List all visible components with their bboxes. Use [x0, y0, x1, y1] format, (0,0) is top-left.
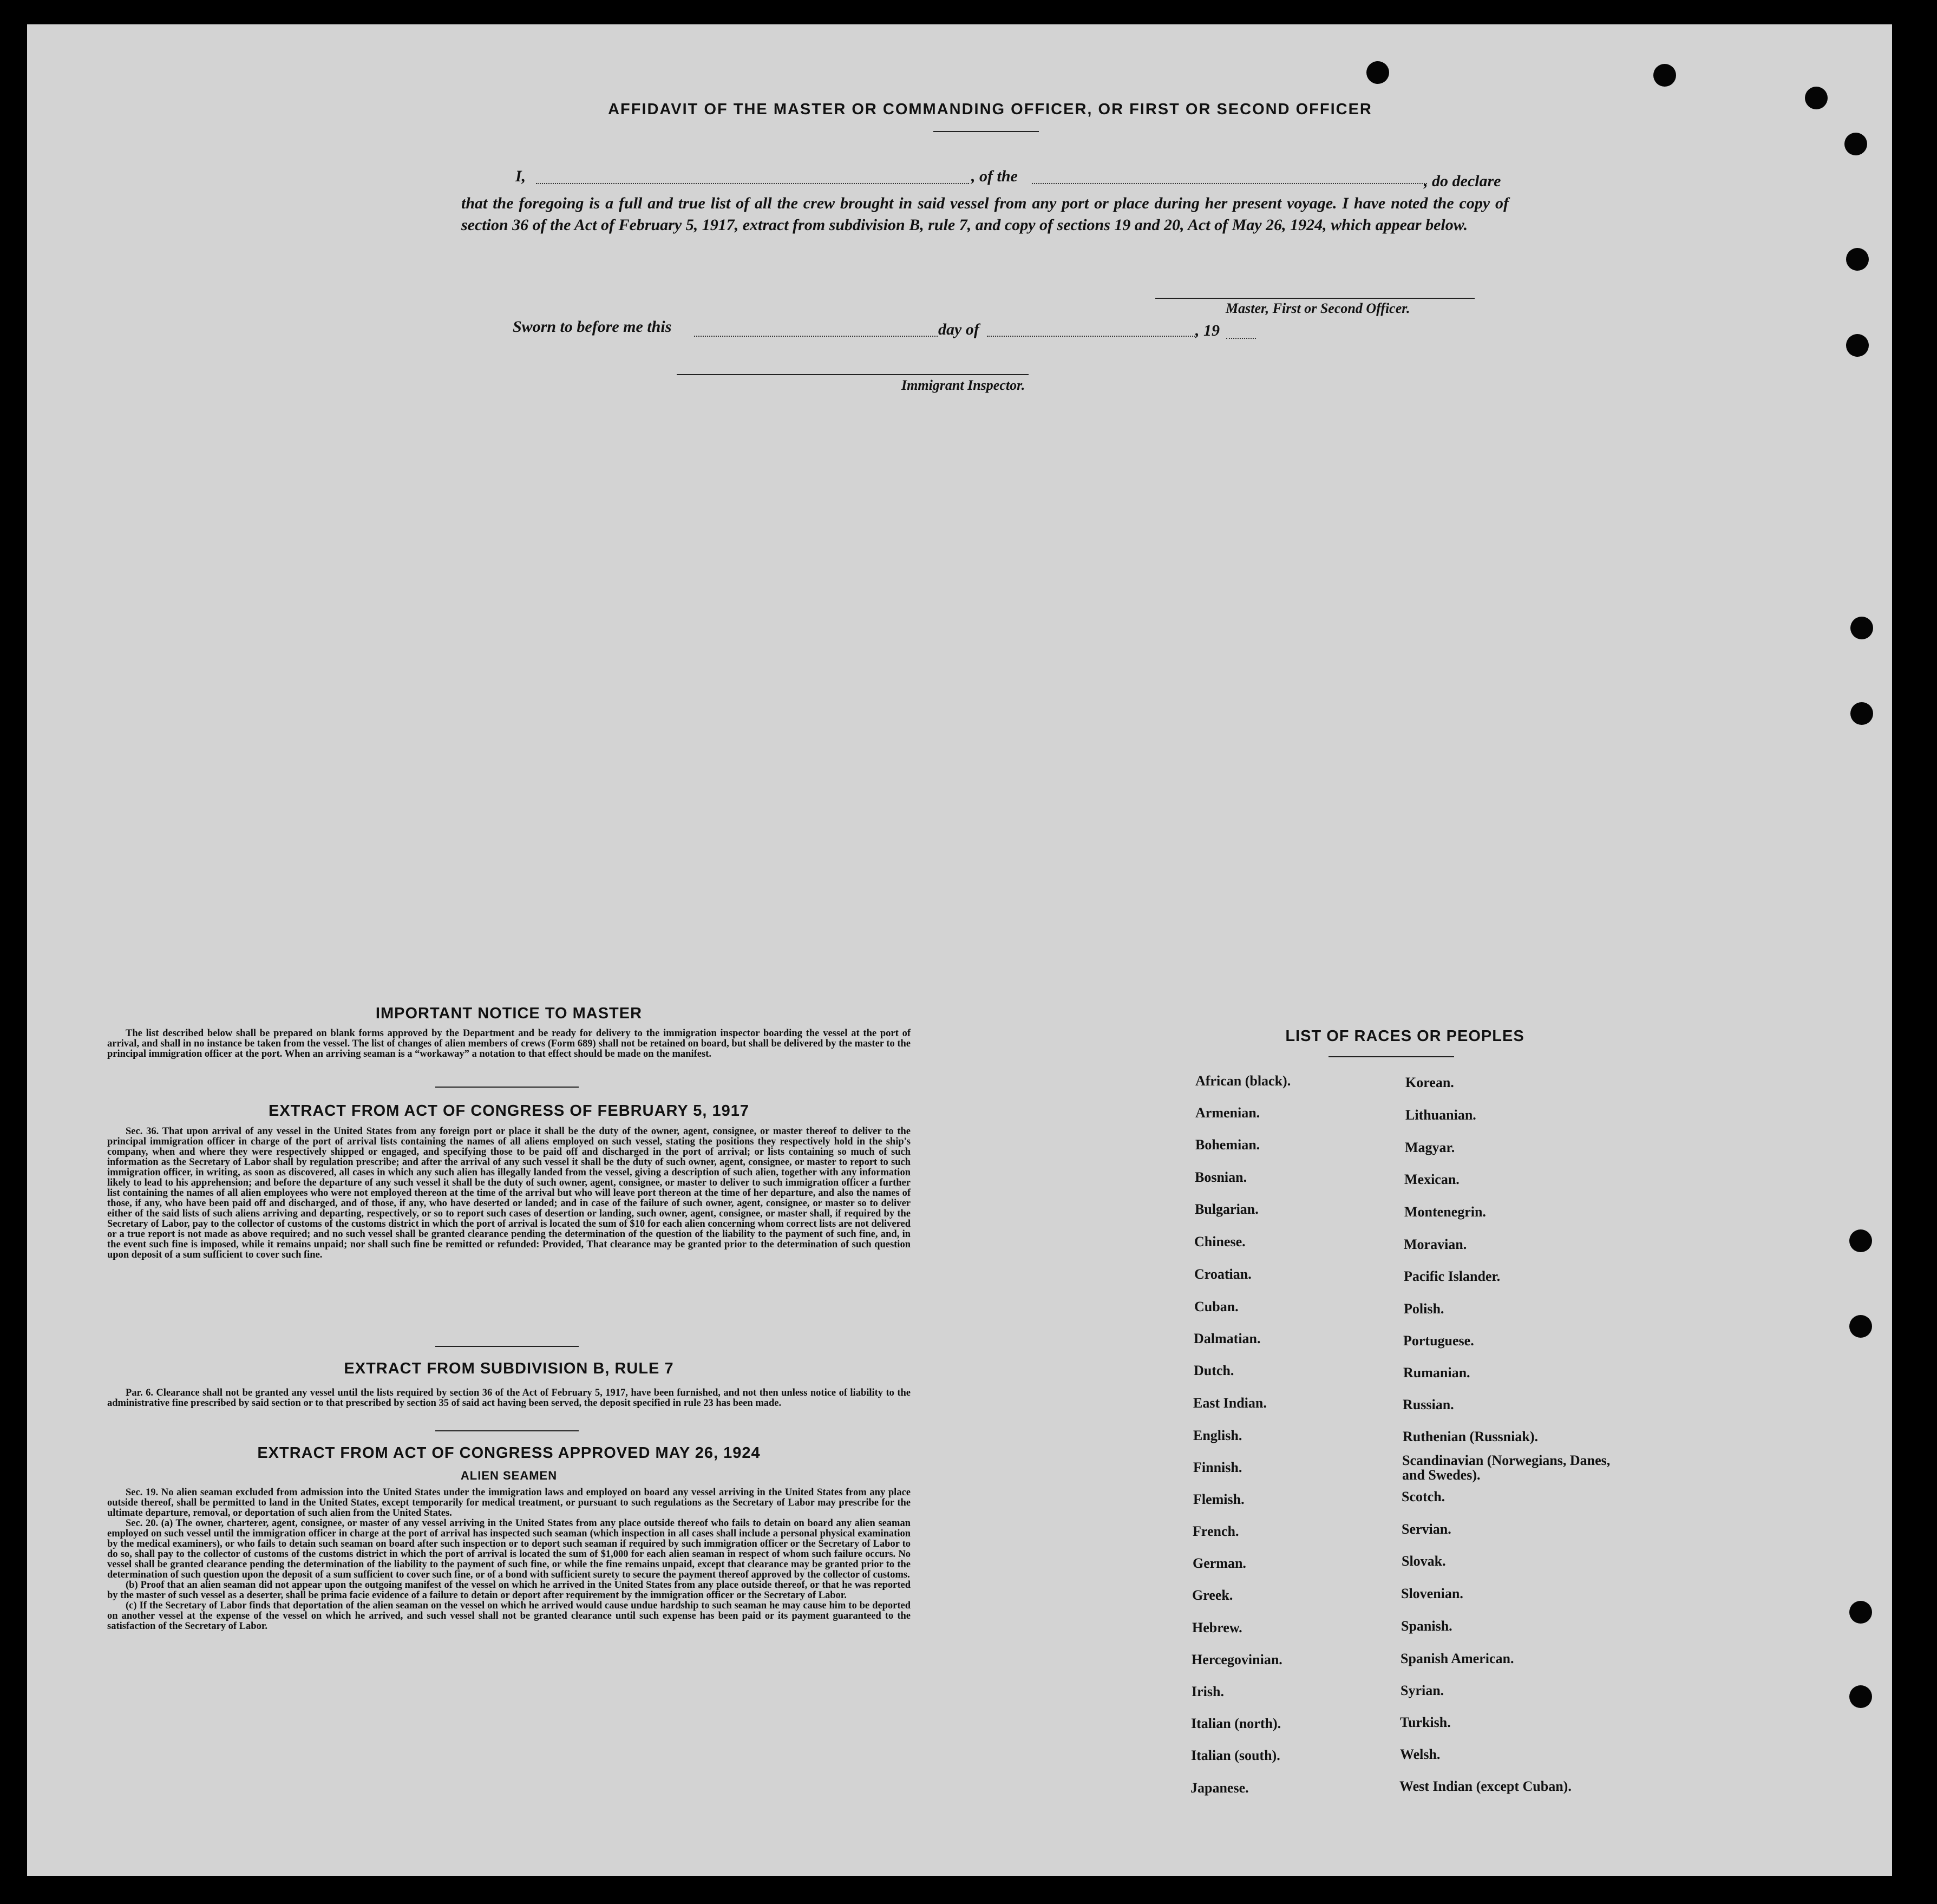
race-item: Montenegrin. — [1404, 1204, 1486, 1220]
race-item: Greek. — [1192, 1587, 1233, 1603]
year-blank — [1226, 338, 1256, 339]
notice-title: IMPORTANT NOTICE TO MASTER — [375, 1005, 643, 1022]
race-item: Polish. — [1404, 1301, 1444, 1317]
name-blank — [536, 183, 969, 184]
section-divider — [435, 1346, 579, 1347]
extract-1924-title: EXTRACT FROM ACT OF CONGRESS APPROVED MAY 26, 1924 — [257, 1444, 761, 1462]
section-divider — [435, 1087, 579, 1088]
sec-20b-paragraph: (b) Proof that an alien seaman did not appear upon the outgoing manifest of the vessel on which he arrived in the United States from any place outside thereof, or that he was reported by the master of such vessel as a deserter, shall be prima facie evidence of a failure to detain or deport after requirement by the immigration officer or the Secretary of Labor. — [107, 1580, 911, 1601]
race-item: Italian (south). — [1191, 1748, 1280, 1763]
race-item: Hebrew. — [1192, 1620, 1242, 1635]
punch-hole — [1849, 1315, 1872, 1338]
punch-hole — [1846, 248, 1869, 271]
race-item: East Indian. — [1193, 1395, 1267, 1411]
do-declare-label: , do declare — [1424, 172, 1501, 190]
race-item: Turkish. — [1400, 1715, 1451, 1730]
races-title: LIST OF RACES OR PEOPLES — [1285, 1028, 1524, 1045]
race-item: Bohemian. — [1195, 1137, 1260, 1153]
race-item: Bosnian. — [1195, 1169, 1247, 1185]
rule-7-text — [107, 1388, 911, 1409]
race-item: Korean. — [1405, 1075, 1454, 1090]
extract-1924-text — [107, 1488, 911, 1632]
affidavit-title: AFFIDAVIT OF THE MASTER OR COMMANDING OFFICER, OR FIRST OR SECOND OFFICER — [608, 101, 1372, 118]
race-item: Dalmatian. — [1194, 1331, 1261, 1346]
punch-hole — [1846, 334, 1869, 357]
extract-1917-title: EXTRACT FROM ACT OF CONGRESS OF FEBRUARY 5, 1917 — [268, 1102, 750, 1120]
race-item: Slovenian. — [1401, 1586, 1463, 1601]
section-36-paragraph: Sec. 36. That upon arrival of any vessel in the United States from any foreign port or place it shall be the duty of the owner, agent, consignee, or master thereof to deliver to the principal immigration officer in charge of the port of arrival lists containing the names of all aliens employed on such vessel, stating the positions they respectively hold in the ship's company, when and where they were respectively shipped or engaged, and specifying those to be paid off and discharged in the port of arrival; or lists containing so much of such information as the Secretary of Labor shall by regulation prescribe; and after the arrival of any such vessel it shall be the duty of such owner, agent, consignee, or master to report to such immigration officer, in writing, as soon as discovered, all cases in which any such alien has illegally landed from the vessel, giving a description of such alien, together with any information likely to lead to his apprehension; and before the departure of any such vessel it shall be the duty of such owner, agent, consignee, or master to deliver to such immigration officer a further list containing the names of all alien employees who were not employed thereon at the time of the arrival but who will leave port thereon at the time of her departure, and also the names of those, if any, who have been paid off and discharged, and of those, if any, who have deserted or landed; and in case of the failure of such owner, agent, consignee, or master so to deliver either of the said lists of such aliens arriving and departing, respectively, or so to report such cases of desertion or landing, such owner, agent, consignee, or master shall, if required by the Secretary of Labor, pay to the collector of customs of the customs district in which the port of arrival is located the sum of $10 for each alien concerning whom correct lists are not delivered or a true report is not made as above required; and no such vessel shall be granted clearance pending the determination of the question of the liability to the payment of such fine, and, in the event such fine is imposed, while it remains unpaid; nor shall such fine be remitted or refunded: Provided, That clearance may be granted prior to the determination of such question upon deposit of a sum sufficient to cover such fine. — [107, 1126, 911, 1260]
declaration-text: that the foregoing is a full and true list of all the crew brought in said vessel from any port or place during her present voyage. I have noted the copy of section 36 of the Act of February 5, 1917, extract from subdivision B, rule 7, and copy of sections 19 and 20, Act of May 26, 1924, which appear below. — [461, 194, 1509, 234]
of-the-label: , of the — [971, 167, 1018, 185]
race-item: Ruthenian (Russniak). — [1403, 1429, 1538, 1444]
sec-20a-paragraph: Sec. 20. (a) The owner, charterer, agent, consignee, or master of any vessel arriving in the United States from any place outside thereof who fails to detain on board any alien seaman employed on such vessel until the immigration officer in charge at the port of arrival has inspected such seaman (which inspection in all cases shall include a personal physical examination by the medical examiners), or who fails to detain such seaman on board after such inspection or to deport such seaman if required by such immigration officer or the Secretary of Labor to do so, shall pay to the collector of customs of the customs district in which the port of arrival is located the sum of $1,000 for each alien seaman in respect of whom such failure occurs. No vessel shall be granted clearance pending the determination of the liability to the payment of such fine, or while the fine remains unpaid, except that clearance may be granted prior to the determination of such question upon the deposit of a sum sufficient to cover such fine, or of a bond with sufficient surety to secure the payment thereof approved by the collector of customs. — [107, 1518, 911, 1580]
inspector-label: Immigrant Inspector. — [901, 377, 1025, 393]
race-item: Rumanian. — [1403, 1365, 1470, 1380]
alien-seamen-subtitle: ALIEN SEAMEN — [460, 1469, 558, 1482]
race-item: Hercegovinian. — [1192, 1652, 1282, 1667]
race-item: Scandinavian (Norwegians, Danes, and Swedes). — [1402, 1452, 1611, 1483]
race-item: Moravian. — [1404, 1236, 1467, 1252]
race-item: Flemish. — [1193, 1491, 1245, 1507]
sec-19-paragraph: Sec. 19. No alien seaman excluded from admission into the United States under the immigration laws and employed on board any vessel arriving in the United States from any place outside thereof, shall be permitted to land in the United States, except temporarily for medical treatment, or pursuant to such regulations as the Secretary of Labor may prescribe for the ultimate departure, removal, or deportation of such alien from the United States. — [107, 1487, 911, 1519]
race-item: Italian (north). — [1191, 1716, 1281, 1731]
vessel-blank — [1032, 183, 1427, 184]
race-item: Finnish. — [1193, 1460, 1242, 1475]
race-item: German. — [1193, 1555, 1246, 1571]
races-divider — [1329, 1056, 1454, 1057]
race-item: Russian. — [1403, 1397, 1454, 1412]
race-item: Portuguese. — [1403, 1333, 1474, 1349]
sworn-month-blank — [987, 336, 1195, 337]
punch-hole — [1653, 64, 1676, 87]
race-item: African (black). — [1195, 1073, 1291, 1089]
race-item: West Indian (except Cuban). — [1399, 1778, 1572, 1794]
punch-hole — [1850, 617, 1873, 639]
race-item: Scotch. — [1402, 1489, 1445, 1504]
race-item: Mexican. — [1404, 1172, 1460, 1187]
section-divider — [435, 1430, 579, 1431]
notice-paragraph: The list described below shall be prepared on blank forms approved by the Department and be ready for delivery to the immigration inspector boarding the vessel at the port of arrival, and shall in no instance be taken from the vessel. The list of changes of alien members of crews (Form 689) shall not be retained on board, but shall be delivered by the master to the principal immigration officer at the port. When an arriving seaman is a “workaway” a notation to that effect should be made on the manifest. — [107, 1028, 911, 1059]
race-item: Dutch. — [1194, 1363, 1234, 1378]
notice-text — [107, 1029, 911, 1059]
race-item: English. — [1193, 1428, 1242, 1443]
race-item: Servian. — [1402, 1521, 1451, 1537]
punch-hole — [1850, 702, 1873, 725]
race-item: Bulgarian. — [1195, 1201, 1259, 1217]
race-item: Spanish American. — [1401, 1651, 1514, 1666]
inspector-signature-line — [677, 374, 1029, 375]
punch-hole — [1805, 87, 1828, 109]
punch-hole — [1849, 1229, 1872, 1252]
race-item: Chinese. — [1194, 1234, 1246, 1249]
punch-hole — [1366, 61, 1389, 84]
race-item: Welsh. — [1400, 1746, 1441, 1762]
punch-hole — [1849, 1685, 1872, 1708]
extract-1917-text — [107, 1127, 911, 1260]
race-item: Slovak. — [1402, 1553, 1446, 1569]
master-label: Master, First or Second Officer. — [1226, 300, 1410, 316]
title-divider — [933, 131, 1039, 132]
race-item: Irish. — [1192, 1684, 1224, 1699]
race-item: Japanese. — [1190, 1780, 1249, 1796]
race-item: Magyar. — [1405, 1140, 1455, 1155]
race-item: Lithuanian. — [1405, 1107, 1476, 1123]
day-of-label: day of — [938, 320, 979, 338]
race-item: Pacific Islander. — [1404, 1268, 1501, 1284]
race-item: Armenian. — [1195, 1105, 1260, 1121]
race-item: Syrian. — [1401, 1683, 1444, 1698]
race-item: Cuban. — [1194, 1299, 1239, 1314]
rule-7-title: EXTRACT FROM SUBDIVISION B, RULE 7 — [344, 1360, 674, 1377]
punch-hole — [1849, 1601, 1872, 1624]
year-label: , 19 — [1195, 322, 1220, 339]
i-label: I, — [515, 167, 526, 185]
par-6-paragraph: Par. 6. Clearance shall not be granted any vessel until the lists required by section 36 of the Act of February 5, 1917, have been furnished, and not then unless notice of liability to the administrative fine prescribed by said section or to that prescribed by section 35 of said act having been served, the deposit specified in rule 23 has been made. — [107, 1388, 911, 1409]
punch-hole — [1844, 133, 1867, 155]
race-item: Spanish. — [1401, 1618, 1452, 1634]
race-item: Croatian. — [1194, 1266, 1252, 1282]
master-signature-line — [1155, 298, 1475, 299]
race-item: French. — [1193, 1523, 1239, 1539]
sworn-day-blank — [694, 336, 938, 337]
sworn-label: Sworn to before me this — [513, 318, 672, 336]
sec-20c-paragraph: (c) If the Secretary of Labor finds that deportation of the alien seaman on the vessel on which he arrived would cause undue hardship to such seaman he may cause him to be deported on another vessel at the expense of the vessel on which he arrived, and such vessel shall not be granted clearance until such expense has been paid or its payment guaranteed to the satisfaction of the Secretary of Labor. — [107, 1600, 911, 1632]
